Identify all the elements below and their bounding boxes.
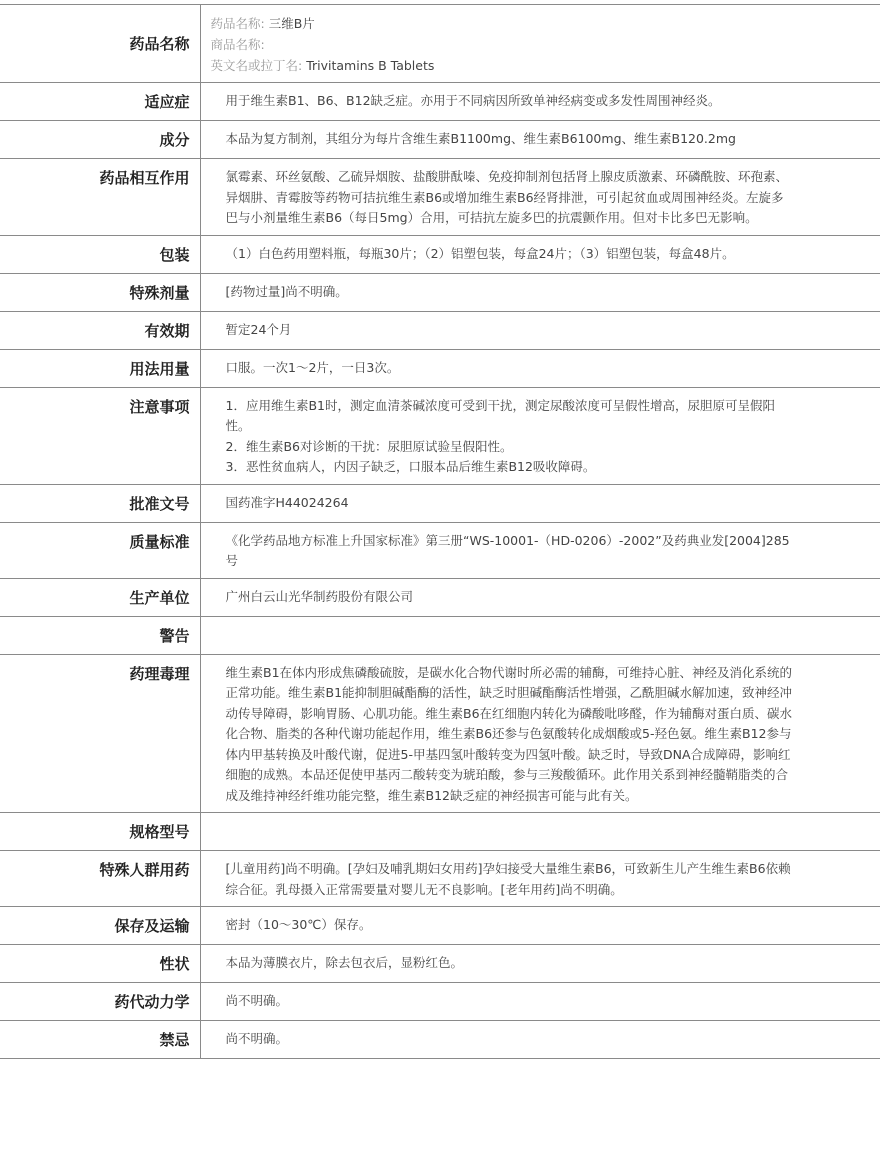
row-label: 有效期 xyxy=(0,311,200,349)
row-value xyxy=(200,235,880,273)
row-value xyxy=(200,484,880,522)
row-value xyxy=(200,121,880,159)
drug-info-table xyxy=(0,4,880,1059)
row-validity xyxy=(0,311,880,349)
row-value xyxy=(200,907,880,945)
generic-name-key: 药品名称: xyxy=(210,16,265,31)
row-drug-name xyxy=(0,5,880,83)
generic-name-line xyxy=(211,13,795,34)
row-value-text: 2．维生素B6对诊断的干扰：尿胆原试验呈假阳性。 xyxy=(225,438,513,454)
row-value-text: 1．应用维生素B1时，测定血清茶碱浓度可受到干扰，测定尿酸浓度可呈假性增高，尿胆原可呈假阳性。 xyxy=(225,397,775,433)
row-value-text: 广州白云山光华制药股份有限公司 xyxy=(225,588,414,604)
english-name-line xyxy=(211,55,795,76)
row-value xyxy=(200,983,880,1021)
row-value-text: 氯霉素、环丝氨酸、乙硫异烟胺、盐酸肼酞嗪、免疫抑制剂包括肾上腺皮质激素、环磷酰胺、环孢素、异烟肼、青霉胺等药物可拮抗维生素B6或增加维生素B6经肾排泄，可引起贫血或周围神经炎。左旋多巴与小剂量维生素B6（每日5mg）合用，可拮抗左旋多巴的抗震颤作用。但对卡比多巴无影响。 xyxy=(225,169,789,225)
generic-name-value: 三维B片 xyxy=(268,16,315,31)
row-value xyxy=(200,522,880,578)
row-value-text: 3．恶性贫血病人，内因子缺乏，口服本品后维生素B12吸收障碍。 xyxy=(225,459,596,474)
row-label: 药代动力学 xyxy=(0,983,200,1021)
row-label: 适应症 xyxy=(0,83,200,121)
row-precautions xyxy=(0,387,880,484)
row-label: 规格型号 xyxy=(0,813,200,851)
trade-name-line xyxy=(211,34,795,55)
row-value xyxy=(200,654,880,813)
row-value xyxy=(200,851,880,907)
english-name-key: 英文名或拉丁名: xyxy=(210,58,303,73)
row-label: 生产单位 xyxy=(0,578,200,616)
row-ingredients xyxy=(0,121,880,159)
row-value xyxy=(200,83,880,121)
row-overdose xyxy=(0,273,880,311)
row-value-text: 《化学药品地方标准上升国家标准》第三册“WS-10001-（HD-0206）-2002”及药典业发[2004]285号 xyxy=(225,532,790,568)
row-manufacturer xyxy=(0,578,880,616)
row-value xyxy=(200,349,880,387)
row-warning xyxy=(0,616,880,654)
row-value xyxy=(200,159,880,236)
row-value-text: 用于维生素B1、B6、B12缺乏症。亦用于不同病因所致单神经病变或多发性周围神经炎。 xyxy=(225,93,721,108)
row-value-text: 本品为薄膜衣片，除去包衣后，显粉红色。 xyxy=(225,955,464,970)
row-contraindications xyxy=(0,1021,880,1059)
row-pharmacology xyxy=(0,654,880,813)
row-storage xyxy=(0,907,880,945)
row-standard xyxy=(0,522,880,578)
row-value-text: [儿童用药]尚不明确。[孕妇及哺乳期妇女用药]孕妇接受大量维生素B6，可致新生儿产生维生素B6依赖综合征。乳母摄入正常需要量对婴儿无不良影响。[老年用药]尚不明确。 xyxy=(225,861,791,897)
row-label: 性状 xyxy=(0,945,200,983)
row-appearance xyxy=(0,945,880,983)
row-interactions xyxy=(0,159,880,236)
row-label: 保存及运输 xyxy=(0,907,200,945)
row-label: 禁忌 xyxy=(0,1021,200,1059)
row-value xyxy=(200,578,880,616)
row-pharmacokinetics xyxy=(0,983,880,1021)
row-label: 特殊人群用药 xyxy=(0,851,200,907)
row-value-text: 国药准字H44024264 xyxy=(225,494,349,510)
row-value-text: （1）白色药用塑料瓶，每瓶30片；（2）铝塑包装，每盒24片；（3）铝塑包装，每盒48片。 xyxy=(225,245,735,261)
row-dosage xyxy=(0,349,880,387)
row-approval xyxy=(0,484,880,522)
row-label: 质量标准 xyxy=(0,522,200,578)
row-label: 批准文号 xyxy=(0,484,200,522)
row-label: 药理毒理 xyxy=(0,654,200,813)
drug-name-cell xyxy=(200,5,880,83)
row-special-populations xyxy=(0,851,880,907)
row-label: 注意事项 xyxy=(0,387,200,484)
row-value-text: 暂定24个月 xyxy=(225,321,292,337)
row-value-text: 密封（10～30℃）保存。 xyxy=(225,917,372,932)
row-value xyxy=(200,311,880,349)
row-label: 包装 xyxy=(0,235,200,273)
row-value xyxy=(200,616,880,654)
row-value xyxy=(200,273,880,311)
row-label: 警告 xyxy=(0,616,200,654)
row-value-text: 尚不明确。 xyxy=(225,993,289,1008)
row-value-text: 维生素B1在体内形成焦磷酸硫胺，是碳水化合物代谢时所必需的辅酶，可维持心脏、神经及消化系统的正常功能。维生素B1能抑制胆碱酯酶的活性，缺乏时胆碱酯酶活性增强，乙酰胆碱水解加速，致神经冲动传导障碍，影响胃肠、心肌功能。维生素B6在红细胞内转化为磷酸吡哆醛，作为辅酶对蛋白质、碳水化合物、脂类的各种代谢功能起作用，维生素B6还参与色氨酸转化成烟酸或5-羟色氨。维生素B12参与体内甲基转换及叶酸代谢，促进5-甲基四氢叶酸转变为四氢叶酸。缺乏时，导致DNA合成障碍，影响红细胞的成熟。本品还促使甲基丙二酸转变为琥珀酸，参与三羧酸循环。此作用关系到神经髓鞘脂类的合成及维持神经纤维功能完整，维生素B12缺乏症的神经损害可能与此有关。 xyxy=(225,664,793,803)
row-value xyxy=(200,387,880,484)
row-specification xyxy=(0,813,880,851)
row-value xyxy=(200,945,880,983)
row-value xyxy=(200,1021,880,1059)
row-indications xyxy=(0,83,880,121)
row-label: 药品相互作用 xyxy=(0,159,200,236)
row-value-text: 本品为复方制剂，其组分为每片含维生素B1100mg、维生素B6100mg、维生素B120.2mg xyxy=(225,131,736,146)
row-value-text: 口服。一次1～2片，一日3次。 xyxy=(225,359,400,375)
row-label: 药品名称 xyxy=(0,5,200,83)
row-label: 用法用量 xyxy=(0,349,200,387)
row-label: 特殊剂量 xyxy=(0,273,200,311)
drug-info-body xyxy=(0,5,880,1059)
row-label: 成分 xyxy=(0,121,200,159)
trade-name-key: 商品名称: xyxy=(210,37,265,52)
row-value-text: [药物过量]尚不明确。 xyxy=(225,283,348,299)
row-value xyxy=(200,813,880,851)
english-name-value: Trivitamins B Tablets xyxy=(306,58,435,73)
row-value-text: 尚不明确。 xyxy=(225,1031,289,1046)
row-packaging xyxy=(0,235,880,273)
